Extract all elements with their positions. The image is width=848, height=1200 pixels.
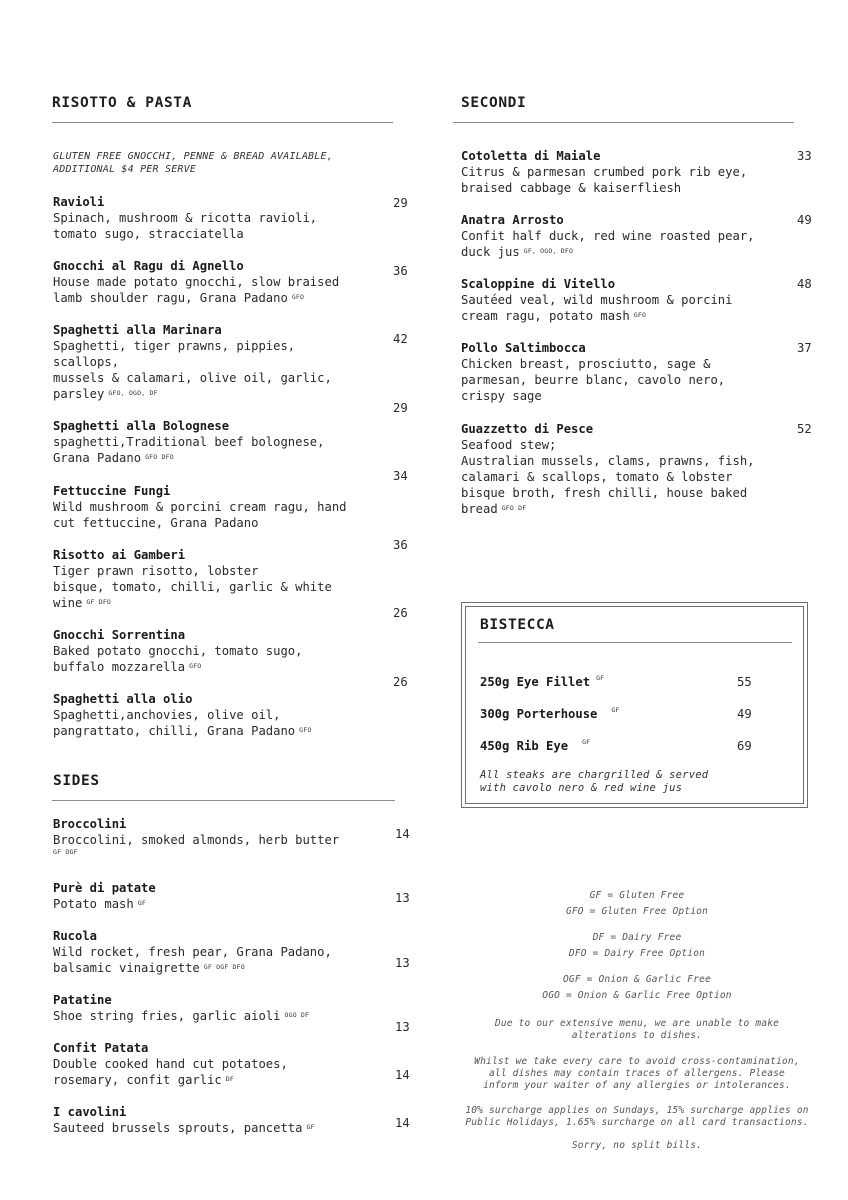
dish-description	[461, 228, 755, 260]
dish-description	[53, 434, 325, 466]
dish-description	[53, 1008, 309, 1024]
dish-description-line: Grana Padano $^{GFO DFO}$	[53, 451, 174, 465]
dish-name: Gnocchi Sorrentina	[53, 628, 186, 642]
notice-line: inform your waiter of any allergies or intolerances.	[483, 1080, 791, 1091]
dish-description-line: pangrattato, chilli, Grana Padano $^{GFO}$	[53, 724, 312, 738]
dish-name: Spaghetti alla Bolognese	[53, 419, 230, 433]
dish-name: Spaghetti alla Marinara	[53, 323, 222, 337]
dish-description-line: braised cabbage & kaiserfliesh	[461, 181, 682, 195]
dish-price: 14	[395, 827, 410, 841]
dish-description-line: buffalo mozzarella $^{GFO}$	[53, 660, 202, 674]
dietary-tag: GF OGF DFO	[203, 963, 245, 971]
dish-price: 29	[393, 401, 408, 415]
notice-line: Whilst we take every care to avoid cross-contamination,	[474, 1056, 800, 1067]
dish-name: Broccolini	[53, 817, 127, 831]
menu-item-spaghetti-olio	[53, 691, 311, 739]
dish-description	[53, 896, 156, 912]
steak-name: 450g Rib Eye	[480, 739, 569, 753]
dietary-tag: GFO, OGO, DF	[108, 389, 158, 397]
dish-description-line: bisque, tomato, chilli, garlic & white	[53, 580, 332, 594]
dish-price: 33	[797, 149, 812, 163]
dish-description-line: Sautéed veal, wild mushroom & porcini	[461, 293, 733, 307]
dish-description-line: Wild mushroom & porcini cream ragu, hand	[53, 500, 347, 514]
gluten-free-note-line: GLUTEN FREE GNOCCHI, PENNE & BREAD AVAILABLE,	[53, 151, 333, 162]
dietary-tag: GF DFO	[86, 598, 112, 606]
dietary-tag: GF	[306, 1123, 315, 1131]
menu-item-risotto-gamberi	[53, 547, 332, 611]
dish-price: 49	[797, 213, 812, 227]
dish-description	[461, 356, 725, 404]
dish-price: 13	[395, 956, 410, 970]
menu-item-scaloppine-di-vitello	[461, 276, 733, 324]
dietary-tag: GF	[611, 706, 620, 714]
menu-item-guazzetto-di-pesce	[461, 421, 755, 517]
legend-gfo: GFO = Gluten Free Option	[565, 906, 709, 917]
dish-name: Confit Patata	[53, 1041, 149, 1055]
alterations-notice	[457, 1018, 817, 1042]
menu-item-ravioli	[53, 194, 317, 242]
dish-price: 14	[395, 1116, 410, 1130]
dish-price: 14	[395, 1068, 410, 1082]
dietary-tag: GFO DFO	[145, 453, 174, 461]
dish-description	[461, 164, 747, 196]
sides-heading: SIDES	[53, 773, 100, 789]
dish-description	[461, 437, 755, 517]
steak-note-line: with cavolo nero & red wine jus	[480, 782, 683, 794]
dietary-tag: GFO	[189, 662, 202, 670]
dish-description-line: cut fettuccine, Grana Padano	[53, 516, 259, 530]
dish-price: 13	[395, 891, 410, 905]
dish-description-line: Potato mash $^{GF}$	[53, 897, 146, 911]
dish-name: Purè di patate	[53, 881, 156, 895]
dish-description-line: Australian mussels, clams, prawns, fish,	[461, 454, 755, 468]
menu-item-gnocchi-ragu	[53, 258, 339, 306]
dish-price: 26	[393, 675, 408, 689]
dietary-tag: GF OGF	[53, 848, 78, 856]
dish-description	[53, 944, 332, 976]
menu-item-spaghetti-bolognese	[53, 418, 325, 466]
dish-description-line: Tiger prawn risotto, lobster	[53, 564, 259, 578]
notice-line: alterations to dishes.	[571, 1030, 703, 1041]
steak-name: 250g Eye Fillet	[480, 675, 591, 689]
dish-description	[53, 274, 339, 306]
steak-rib-eye	[480, 739, 590, 753]
dish-description-line: Confit half duck, red wine roasted pear,	[461, 229, 755, 243]
dish-description-line: Wild rocket, fresh pear, Grana Padano,	[53, 945, 332, 959]
dish-description	[53, 832, 339, 857]
steak-price: 55	[737, 675, 752, 689]
dish-description-line: balsamic vinaigrette $^{GF OGF DFO}$	[53, 961, 245, 975]
secondi-heading: SECONDI	[461, 95, 527, 111]
menu-item-i-cavolini	[53, 1104, 315, 1136]
dish-description-line: parmesan, beurre blanc, cavolo nero,	[461, 373, 726, 387]
dish-name: Patatine	[53, 993, 112, 1007]
dish-description	[53, 210, 317, 242]
dish-description	[53, 338, 332, 402]
dish-price: 48	[797, 277, 812, 291]
notice-line: Due to our extensive menu, we are unable to make	[494, 1018, 780, 1029]
steak-eye-fillet	[480, 675, 604, 689]
dish-price: 42	[393, 332, 408, 346]
dish-name: Rucola	[53, 929, 98, 943]
menu-item-broccolini	[53, 816, 339, 857]
notice-line: all dishes may contain traces of allergens. Please	[489, 1068, 785, 1079]
dish-description	[53, 707, 311, 739]
allergen-notice	[457, 1056, 817, 1092]
steak-porterhouse	[480, 707, 620, 721]
dish-description	[53, 1056, 288, 1088]
steak-note	[480, 769, 708, 795]
dish-description-line: rosemary, confit garlic $^{DF}$	[53, 1073, 234, 1087]
secondi-divider	[453, 122, 794, 123]
dish-description-line: wine $^{GF DFO}$	[53, 596, 112, 610]
dish-description-line: parsley $^{GFO, OGO, DF}$	[53, 387, 158, 401]
dish-price: 36	[393, 264, 408, 278]
legend-gf: GF = Gluten Free	[589, 890, 685, 901]
split-bill-notice: Sorry, no split bills.	[571, 1140, 703, 1151]
steak-note-line: All steaks are chargrilled & served	[480, 769, 709, 781]
legend-ogo: OGO = Onion & Garlic Free Option	[542, 990, 732, 1001]
sides-divider	[52, 800, 395, 801]
menu-item-cotoletta-di-maiale	[461, 148, 747, 196]
dish-description-line: Spinach, mushroom & ricotta ravioli,	[53, 211, 318, 225]
dish-description-line: mussels & calamari, olive oil, garlic,	[53, 371, 332, 385]
dish-name: Scaloppine di Vitello	[461, 277, 616, 291]
menu-item-confit-patata	[53, 1040, 288, 1088]
dish-description	[53, 1120, 315, 1136]
legend-dfo: DFO = Dairy Free Option	[568, 948, 706, 959]
steak-price: 49	[737, 707, 752, 721]
dish-description	[461, 292, 733, 324]
dish-name: Cotoletta di Maiale	[461, 149, 601, 163]
dish-description-line: Spaghetti,anchovies, olive oil,	[53, 708, 281, 722]
dish-name: Spaghetti alla olio	[53, 692, 193, 706]
dietary-tag: OGO DF	[284, 1011, 310, 1019]
dietary-tag: GF, OGO, DFO	[523, 247, 574, 255]
menu-item-patatine	[53, 992, 309, 1024]
dish-description-line: Sauteed brussels sprouts, pancetta $^{GF}$	[53, 1121, 315, 1135]
menu-item-rucola	[53, 928, 332, 976]
dish-description-line: House made potato gnocchi, slow braised	[53, 275, 340, 289]
dish-description-line: tomato sugo, stracciatella	[53, 227, 244, 241]
dish-description-line: cream ragu, potato mash $^{GFO}$	[461, 309, 647, 323]
legend-df: DF = Dairy Free	[592, 932, 682, 943]
bistecca-divider	[478, 642, 792, 643]
menu-item-fettuccine-fungi	[53, 483, 347, 531]
risotto-pasta-divider	[52, 122, 393, 123]
dish-name: Fettuccine Fungi	[53, 484, 171, 498]
dish-description-line: Chicken breast, prosciutto, sage &	[461, 357, 711, 371]
risotto-pasta-heading: RISOTTO & PASTA	[52, 95, 192, 111]
menu-item-gnocchi-sorrentina	[53, 627, 302, 675]
dish-description	[53, 499, 347, 531]
dish-name: Risotto ai Gamberi	[53, 548, 186, 562]
dietary-tag: GF	[582, 738, 591, 746]
dish-description	[53, 643, 302, 675]
bistecca-heading: BISTECCA	[480, 617, 555, 633]
dish-name: Gnocchi al Ragu di Agnello	[53, 259, 244, 273]
dish-price: 37	[797, 341, 812, 355]
dish-description-line: scallops,	[53, 355, 120, 369]
dish-description-line: Broccolini, smoked almonds, herb butter	[53, 833, 340, 847]
dish-price: 36	[393, 538, 408, 552]
dish-price: 13	[395, 1020, 410, 1034]
dish-name: Ravioli	[53, 195, 105, 209]
dietary-tag: GF	[137, 899, 146, 907]
dish-name: I cavolini	[53, 1105, 127, 1119]
dish-description-line: Baked potato gnocchi, tomato sugo,	[53, 644, 303, 658]
dish-description-line: bisque broth, fresh chilli, house baked	[461, 486, 748, 500]
menu-item-anatra-arrosto	[461, 212, 755, 260]
dish-name: Pollo Saltimbocca	[461, 341, 586, 355]
menu-item-pollo-saltimbocca	[461, 340, 725, 404]
steak-price: 69	[737, 739, 752, 753]
dish-description-line: lamb shoulder ragu, Grana Padano $^{GFO}$	[53, 291, 305, 305]
notice-line: 10% surcharge applies on Sundays, 15% surcharge applies on	[465, 1105, 809, 1116]
dish-description-line: Spaghetti, tiger prawns, pippies,	[53, 339, 296, 353]
menu-item-pure-di-patate	[53, 880, 156, 912]
dish-price: 52	[797, 422, 812, 436]
dietary-tag: GFO	[291, 293, 305, 301]
gluten-free-note-line: ADDITIONAL $4 PER SERVE	[53, 164, 197, 175]
steak-name: 300g Porterhouse	[480, 707, 598, 721]
dish-description	[53, 563, 332, 611]
dietary-tag: DF	[225, 1075, 234, 1083]
dish-description-line: calamari & scallops, tomato & lobster	[461, 470, 733, 484]
dietary-tag: GF	[596, 674, 605, 682]
legend-ogf: OGF = Onion & Garlic Free	[563, 974, 711, 985]
dietary-tag: GFO	[299, 726, 312, 734]
notice-line: Public Holidays, 1.65% surcharge on all card transactions.	[465, 1117, 809, 1128]
surcharge-notice	[457, 1105, 817, 1129]
dish-name: Anatra Arrosto	[461, 213, 564, 227]
dish-price: 34	[393, 469, 408, 483]
gluten-free-note	[53, 150, 333, 176]
dish-description-line: Double cooked hand cut potatoes,	[53, 1057, 288, 1071]
dietary-tag: GFO DF	[501, 504, 527, 512]
dish-description-line: spaghetti,Traditional beef bolognese,	[53, 435, 325, 449]
dish-description-line: Shoe string fries, garlic aioli $^{OGO DF}$	[53, 1009, 310, 1023]
dish-name: Guazzetto di Pesce	[461, 422, 594, 436]
dish-description-line: Seafood stew;	[461, 438, 557, 452]
dietary-tag: GFO	[633, 311, 647, 319]
dish-description-line: crispy sage	[461, 389, 542, 403]
dish-description-line: bread $^{GFO DF}$	[461, 502, 527, 516]
menu-item-spaghetti-marinara	[53, 322, 332, 402]
dish-price: 29	[393, 196, 408, 210]
dish-description-line: Citrus & parmesan crumbed pork rib eye,	[461, 165, 748, 179]
dish-description-line: duck jus $^{GF, OGO, DFO}$	[461, 245, 574, 259]
dish-price: 26	[393, 606, 408, 620]
